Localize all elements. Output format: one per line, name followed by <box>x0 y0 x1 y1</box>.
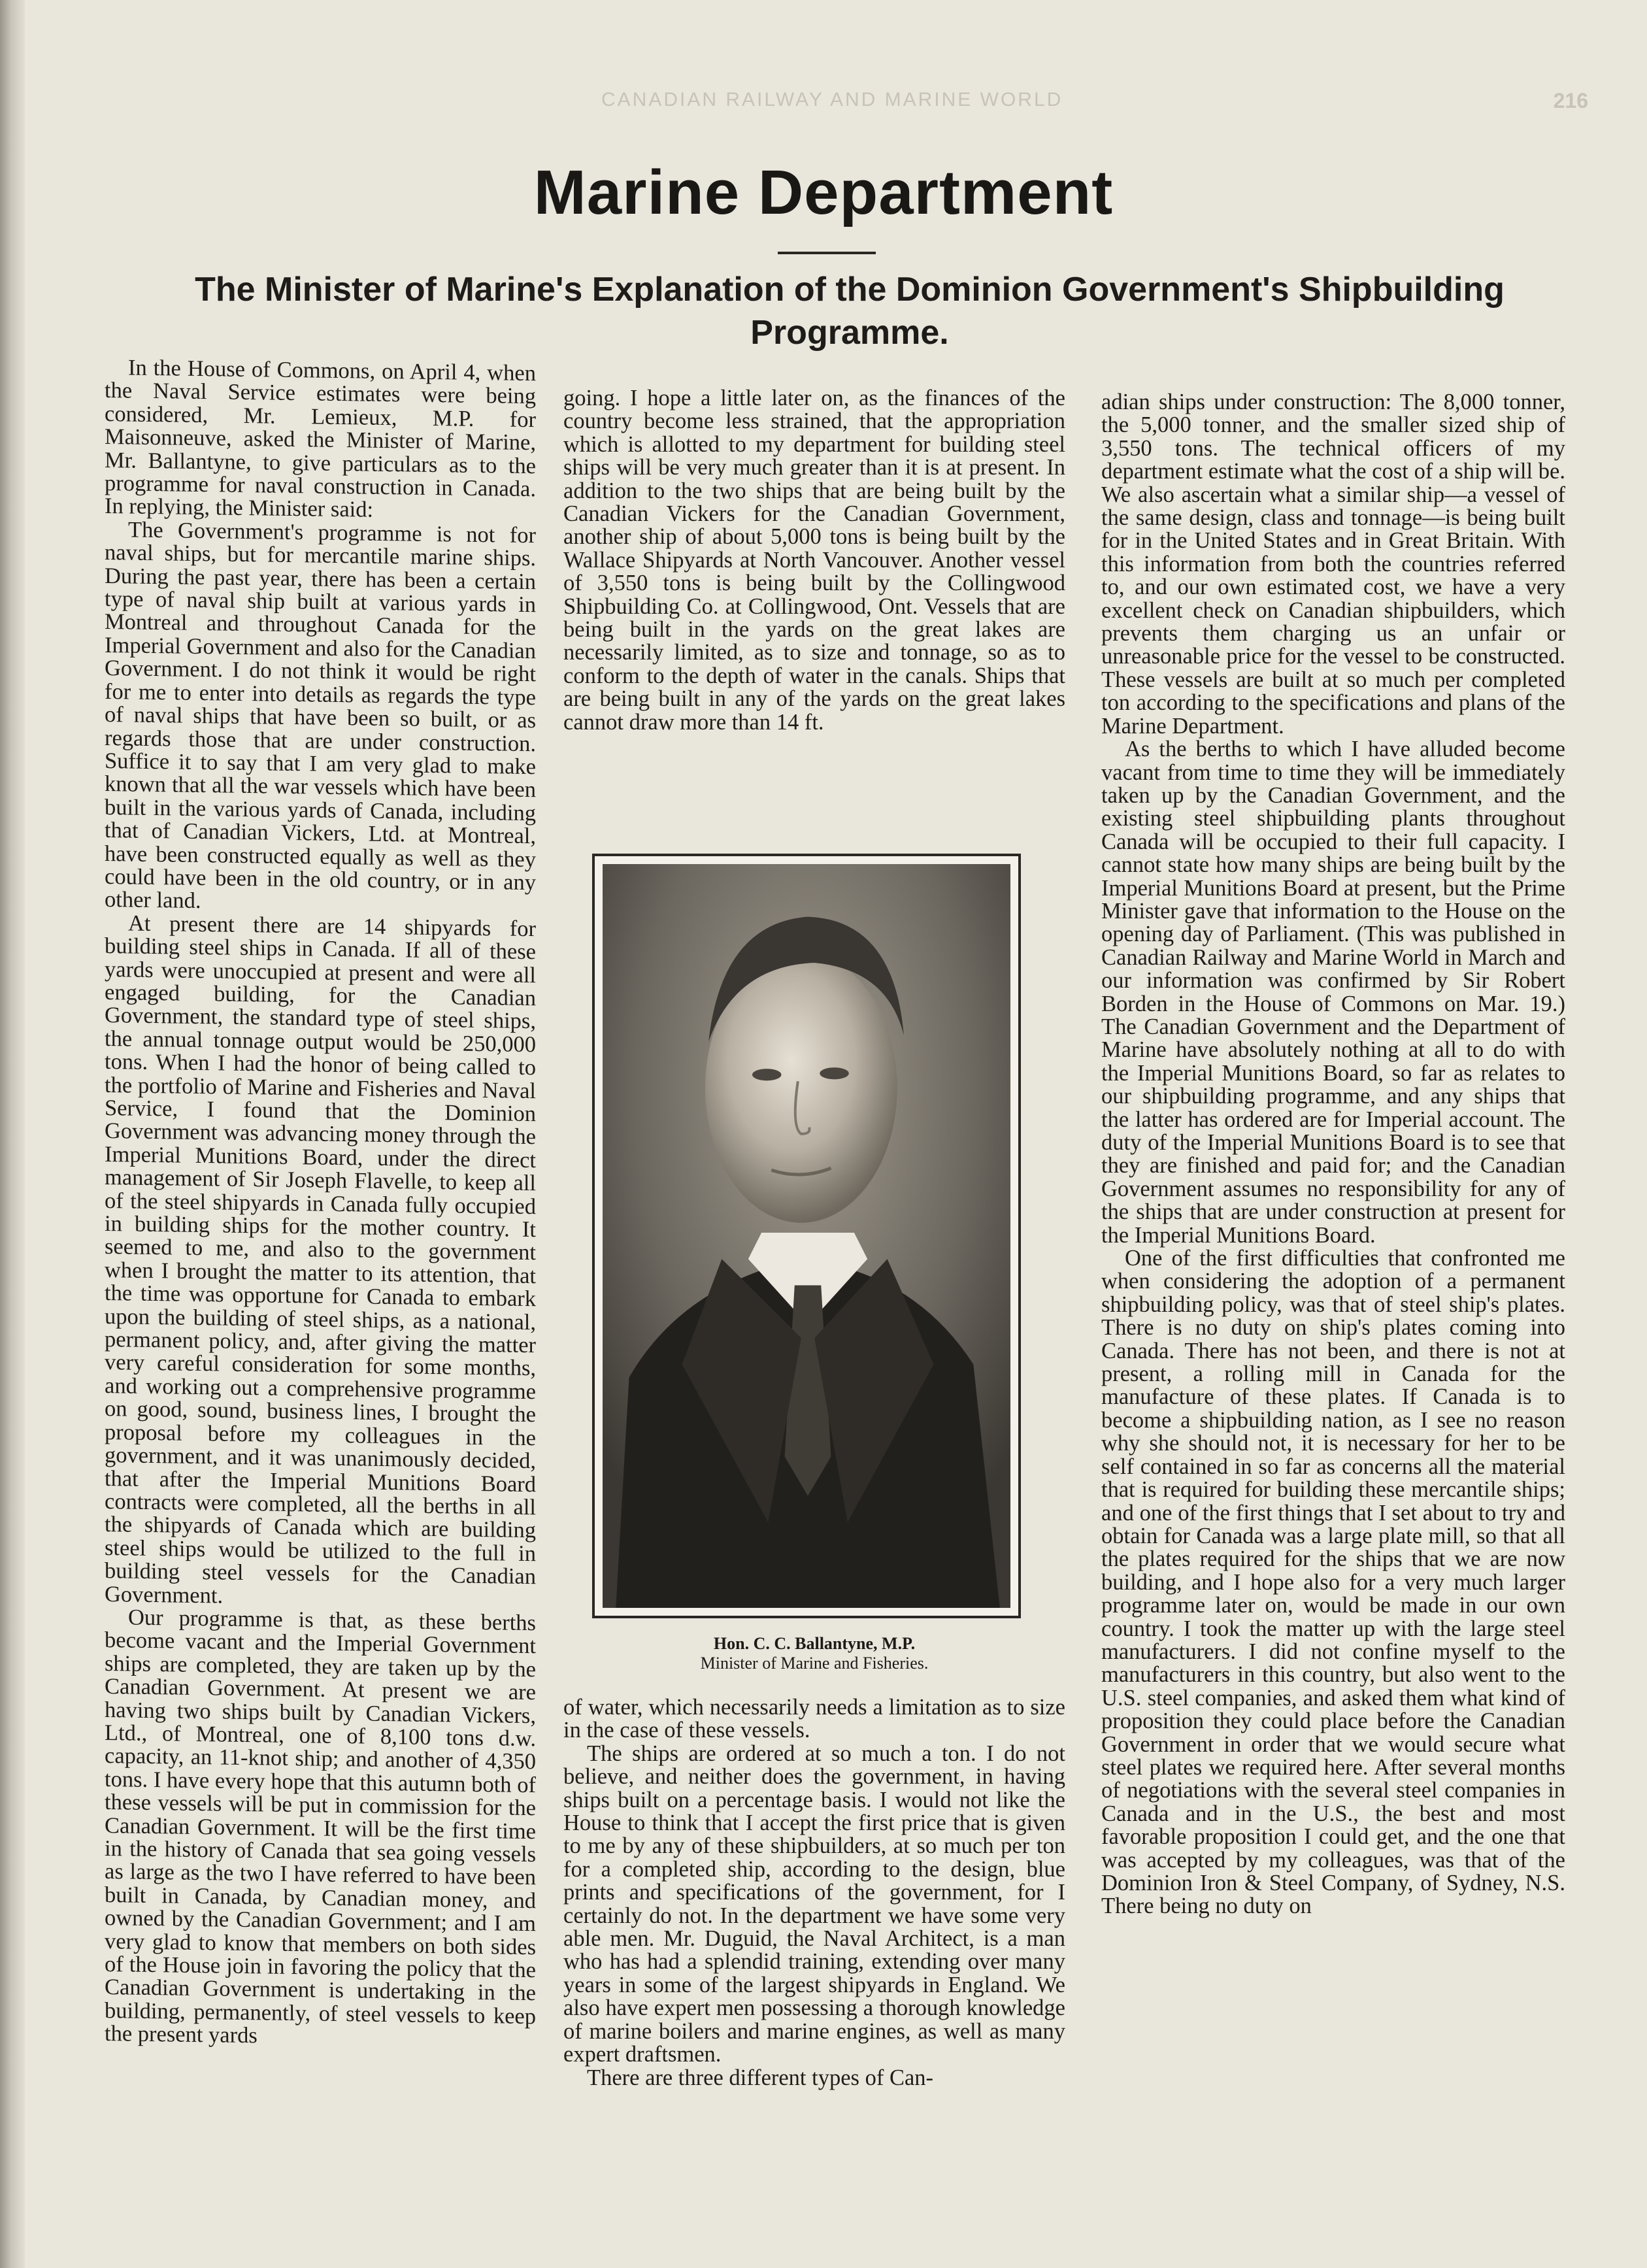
title-rule <box>778 252 876 254</box>
col2-paragraph-3: The ships are ordered at so much a ton. I do not believe, and neither does the government, in having ships built on a percentage basis. I would not like the House to think that I accept the first price that is given to me by any of these shipbuilders, at so much per ton for a completed ship, according to the design, blue prints and specifications of the government, for I certainly do not. In the department we have some very able men. Mr. Duguid, the Naval Architect, is a man who has had a splendid training, extending over many years in some of the largest shipyards in England. We also have expert men possessing a thorough knowledge of marine boilers and marine engines, as well as many expert draftsmen. <box>563 1741 1065 2067</box>
text-column-3 <box>1101 391 1565 2241</box>
header-running-title: CANADIAN RAILWAY AND MARINE WORLD <box>601 89 1063 110</box>
col1-paragraph-2: The Government's programme is not for naval ships, but for mercantile marine ships. During the past year, there has been a certain type of naval ship built at various yards in Montreal and throughout Canada for the Imperial Government and also for the Canadian Government. I do not think it would be right for me to enter into details as regards the type of naval ships that have been so built, or as regards those that are under construction. Suffice it to say that I am very glad to make known that all the war vessels which have been built in the various yards of Canada, including that of Canadian Vickers, Ltd. at Montreal, have been constructed equally as well as they could have been in the old country, or in any other land. <box>105 517 536 914</box>
caption-title: Minister of Marine and Fisheries. <box>700 1654 929 1673</box>
col2-paragraph-4: There are three different types of Can- <box>587 2065 934 2090</box>
caption-name: Hon. C. C. Ballantyne, M.P. <box>713 1634 916 1653</box>
text-column-2-top <box>563 387 1065 838</box>
col3-paragraph-3: One of the first difficulties that confronted me when considering the adoption of a permanent shipbuilding policy, was that of steel ship's plates. There is no duty on ship's plates coming into Canada. There has not been, and there is not at present, a rolling mill in Canada for the manufacture of these plates. If Canada is to become a shipbuilding nation, as I see no reason why she should not, it is necessary for her to be self contained in so far as concerns all the material that is required for building these mercantile ships; and one of the first things that I set about to try and obtain for Canada was a large plate mill, so that all the plates required for the ships that we are now building, and I hope also for a very much larger programme later on, would be made in our own country. I took the matter up with the large steel manufacturers. I did not confine myself to the manufacturers in this country, but also went to the U.S. steel companies, and asked them what kind of proposition they could place before the Canadian Government in order that we would secure what steel plates we required here. After several months of negotiations with the several steel companies in Canada and in the U.S., the best and most favorable proposition I could get, and the one that was accepted by my colleagues, was that of the Dominion Iron & Steel Company, of Sydney, N.S. There being no duty on <box>1101 1246 1565 1919</box>
portrait-caption <box>563 1634 1065 1673</box>
col3-paragraph-2: As the berths to which I have alluded become vacant from time to time they will be immediately taken up by the Canadian Government, and the existing steel shipbuilding plants throughout Canada will be occupied to their full capacity. I cannot state how many ships are being built by the Imperial Munitions Board at present, but the Prime Minister gave that information to the House on the opening day of Parliament. (This was published in Canadian Railway and Marine World in March and our information was confirmed by Sir Robert Borden in the House of Commons on Mar. 19.) The Canadian Government and the Department of Marine have absolutely nothing at all to do with the Imperial Munitions Board, so far as relates to our shipbuilding programme, and any ships that the latter has ordered are for Imperial account. The duty of the Imperial Munitions Board is to see that they are finished and paid for; and the Canadian Government assumes no responsibility for any of the ships that are under construction at present for the Imperial Munitions Board. <box>1101 737 1565 1248</box>
portrait-photo <box>603 864 1010 1608</box>
col1-paragraph-3: At present there are 14 shipyards for building steel ships in Canada. If all of these yards were unoccupied at present and were all engaged building, for the Canadian Government, the standard type of steel ships, the annual tonnage output would be 250,000 tons. When I had the honor of being called to the portfolio of Marine and Fisheries and Naval Service, I found that the Dominion Government was advancing money through the Imperial Munitions Board, under the direct management of Sir Joseph Flavelle, to keep all of the steel shipyards in Canada fully occupied in building ships for the mother country. It seemed to me, and also to the government when I brought the matter to its attention, that the time was opportune for Canada to embark upon the building of steel ships, as a national, permanent policy, and, after giving the matter very careful consideration for some months, and working out a comprehensive programme on good, sound, business lines, I brought the proposal before my colleagues in the government, and it was unanimously decided, that after the Imperial Munitions Board contracts were completed, all the berths in all the shipyards of Canada which are building steel ships would be utilized to the full in building steel vessels for the Canadian Government. <box>105 910 536 1609</box>
header-page-number: 216 <box>1553 89 1588 112</box>
article-title: Marine Department <box>533 158 1114 227</box>
text-column-1 <box>105 356 536 2244</box>
book-binding-edge <box>0 0 25 2268</box>
col3-paragraph-1: adian ships under construction: The 8,000 tonner, the 5,000 tonner, and the smaller sized ship of 3,550 tons. The technical officers of my department estimate what the cost of a ship will be. We also ascertain what a similar ship—a vessel of the same design, class and tonnage—is being built for in the United States and in Great Britain. With this information from both the countries referred to, and our own estimated cost, we have a very excellent check on Canadian shipbuilders, which prevents them charging us an unfair or unreasonable price for the vessel to be constructed. These vessels are built at so much per completed ton according to the specifications and plans of the Marine Department. <box>1101 390 1565 739</box>
article-subtitle: The Minister of Marine's Explanation of the Dominion Government's Shipbuilding Programme. <box>195 271 1505 352</box>
text-column-2-bottom <box>563 1696 1065 2239</box>
col1-paragraph-1: In the House of Commons, on April 4, when the Naval Service estimates were being considered, Mr. Lemieux, M.P. for Maisonneuve, asked the Minister of Marine, Mr. Ballantyne, to give particulars as to the programme for naval construction in Canada. In replying, the Minister said: <box>105 355 536 523</box>
portrait-frame <box>592 854 1021 1618</box>
page-header <box>196 84 1601 142</box>
col1-paragraph-4: Our programme is that, as these berths become vacant and the Imperial Government ships are completed, they are taken up by the Canadian Government. At present we are having two ships built by Canadian Vickers, Ltd., of Montreal, one of 8,100 tons d.w. capacity, an 11-knot ship; and another of 4,350 tons. I have every hope that this autumn both of these vessels will be put in commission for the Canadian Government. It will be the first time in the history of Canada that sea going vessels as large as the two I have referred to have been built in Canada, by Canadian money, and owned by the Canadian Government; and I am very glad to know that members on both sides of the House join in favoring the policy that the Canadian Government is undertaking in the building, permanently, of steel vessels to keep the present yards <box>105 1605 536 2048</box>
portrait-illustration <box>603 864 1010 1608</box>
col2-paragraph-2: of water, which necessarily needs a limitation as to size in the case of these vessels. <box>563 1695 1065 1743</box>
col2-paragraph-1: going. I hope a little later on, as the finances of the country become less strained, that the appropriation which is allotted to my department for building steel ships will be very much greater than it is at present. In addition to the two ships that are being built by the Canadian Vickers for the Canadian Government, another ship of about 5,000 tons is being built by the Wallace Shipyards at North Vancouver. Another vessel of 3,550 tons is being built by the Collingwood Shipbuilding Co. at Collingwood, Ont. Vessels that are being built in the yards on the great lakes are necessarily limited, as to size and tonnage, so as to conform to the depth of water in the canals. Ships that are being built in any of the yards on the great lakes cannot draw more than 14 ft. <box>563 386 1065 735</box>
